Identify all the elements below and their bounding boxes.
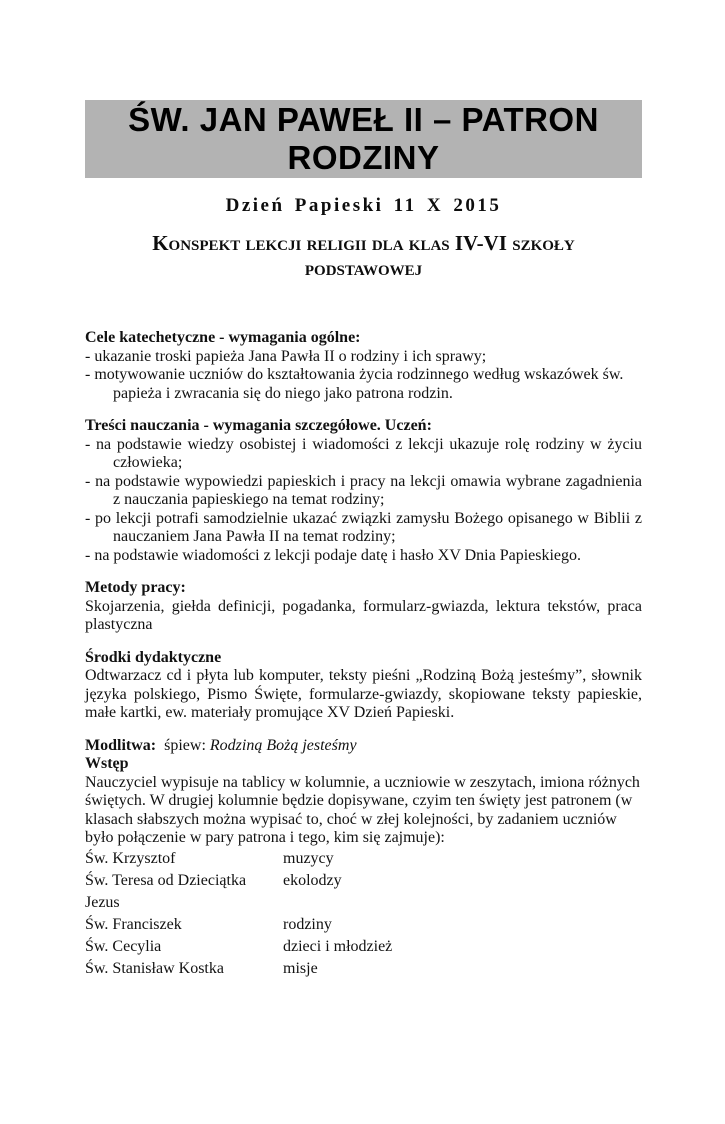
saint-patronage: rodziny: [283, 915, 332, 933]
page-content: [0, 100, 725, 980]
section-srodki-title: Środki dydaktyczne: [85, 648, 222, 666]
metody-body: Skojarzenia, giełda definicji, pogadanka, formularz-gwiazda, lektura tekstów, praca plastyczna: [85, 597, 642, 633]
tresci-item: - na podstawie wypowiedzi papieskich i pracy na lekcji omawia wybrane zagadnienia z nauczania papieskiego na temat rodziny;: [85, 472, 642, 508]
saint-name: Św. Stanisław Kostka: [85, 959, 224, 977]
saint-patronage: dzieci i młodzież: [283, 937, 393, 955]
section-wstep-title: Wstęp: [85, 755, 129, 772]
saint-patronage: muzycy: [283, 849, 334, 867]
title-banner: [85, 100, 642, 178]
section-tresci: [85, 417, 642, 565]
saint-row: [85, 914, 642, 936]
section-modlitwa-wstep: [85, 737, 642, 848]
modlitwa-line: [85, 737, 642, 756]
saint-patronage: misje: [283, 959, 318, 977]
subtitle-papal-day: Dzień Papieski 11 X 2015: [225, 195, 502, 216]
saint-row: [85, 848, 642, 870]
tresci-item: - na podstawie wiedzy osobistej i wiadomości z lekcji ukazuje rolę rodziny w życiu człowieka;: [85, 435, 642, 471]
modlitwa-prefix: śpiew:: [164, 736, 206, 754]
title-line-1: ŚW. JAN PAWEŁ II – PATRON: [128, 101, 599, 138]
saints-list: [85, 848, 642, 980]
srodki-body: Odtwarzacz cd i płyta lub komputer, teksty pieśni „Rodziną Bożą jesteśmy”, słownik języka polskiego, Pismo Święte, formularze-gwiazdy, skopiowane teksty papieskie, małe kartki, ew. materiały promujące XV Dzień Papieski.: [85, 667, 642, 721]
saint-name: Św. Cecylia: [85, 937, 162, 955]
document-page: [0, 100, 725, 1124]
section-cele-title: Cele katechetyczne - wymagania ogólne:: [85, 329, 361, 346]
title-line-2: RODZINY: [287, 139, 440, 176]
modlitwa-label: Modlitwa:: [85, 736, 157, 754]
section-cele: [85, 329, 642, 403]
saint-name: Św. Krzysztof: [85, 849, 176, 867]
saint-row: [85, 936, 642, 958]
main-heading-line-2: podstawowej: [304, 256, 423, 280]
saint-row: [85, 958, 642, 980]
section-tresci-title: Treści nauczania - wymagania szczegółowe. Uczeń:: [85, 417, 432, 434]
tresci-item: - na podstawie wiadomości z lekcji podaje datę i hasło XV Dnia Papieskiego.: [85, 546, 582, 564]
saint-name: Św. Franciszek: [85, 915, 182, 933]
main-heading-line-1: Konspekt lekcji religii dla klas IV-VI szkoły: [152, 231, 575, 255]
saint-name: Św. Teresa od Dzieciątka Jezus: [85, 871, 247, 911]
main-heading: [85, 231, 642, 281]
saint-row: [85, 870, 642, 914]
section-metody: [85, 579, 642, 635]
tresci-item: - po lekcji potrafi samodzielnie ukazać związki zamysłu Bożego opisanego w Biblii z nauczaniem Jana Pawła II na temat rodziny;: [85, 509, 642, 545]
wstep-body: Nauczyciel wypisuje na tablicy w kolumnie, a uczniowie w zeszytach, imiona różnych świętych. W drugiej kolumnie będzie dopisywane, czyim ten święty jest patronem (w klasach słabszych można wypisać to, choć w złej kolejności, by zadaniem uczniów było połączenie w pary patrona i tego, kim się zajmuje):: [85, 773, 640, 846]
section-srodki: [85, 649, 642, 723]
modlitwa-song-title: Rodziną Bożą jesteśmy: [209, 736, 357, 754]
cele-item: - motywowanie uczniów do kształtowania życia rodzinnego według wskazówek św. papieża i zwracania się do niego jako patrona rodzin.: [85, 366, 624, 402]
section-metody-title: Metody pracy:: [85, 579, 186, 596]
saint-patronage: ekolodzy: [283, 871, 342, 889]
cele-item: - ukazanie troski papieża Jana Pawła II o rodziny i ich sprawy;: [85, 347, 487, 365]
document-body: [85, 329, 642, 980]
